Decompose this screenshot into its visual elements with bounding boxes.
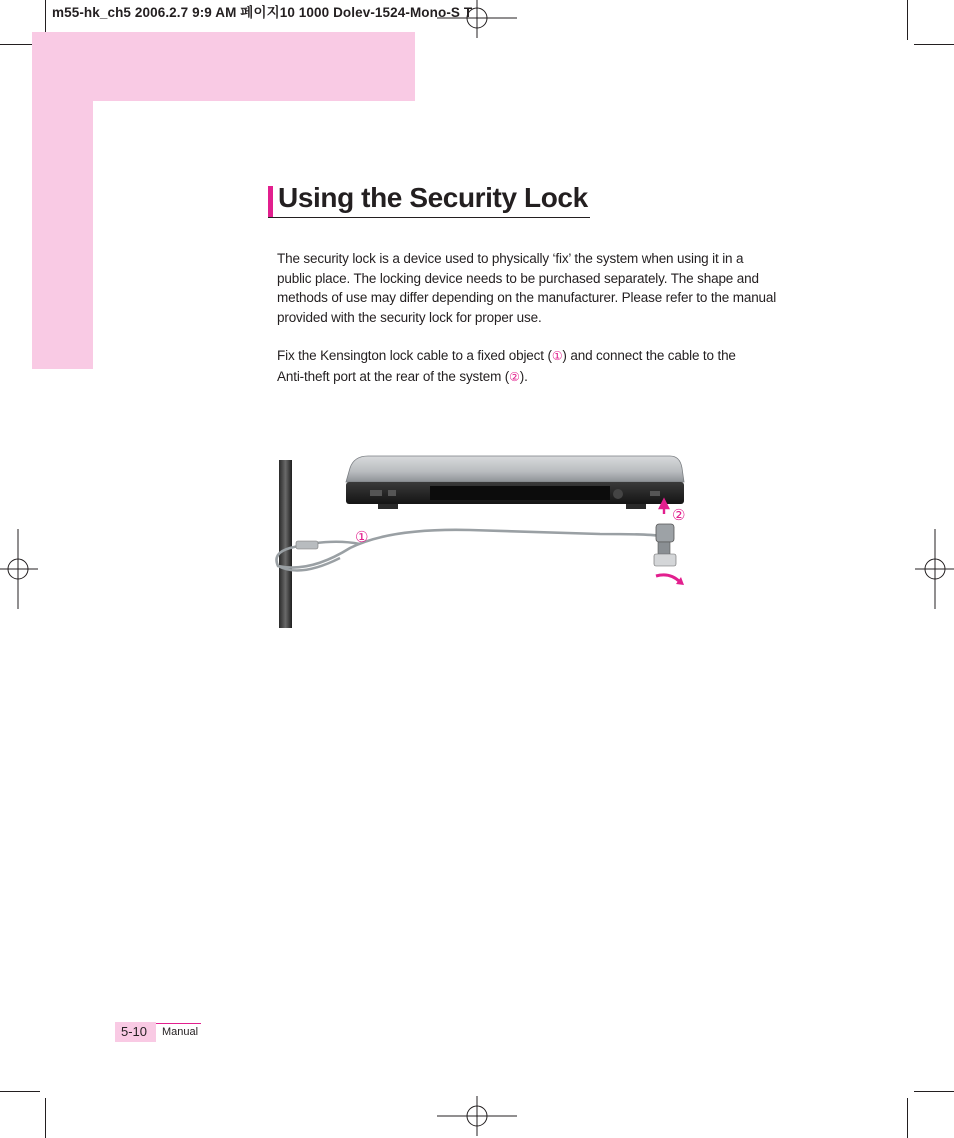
instruction-line-2: Anti-theft port at the rear of the system (②). bbox=[277, 368, 528, 384]
instruction-paragraph bbox=[277, 346, 797, 387]
page-title: Using the Security Lock bbox=[278, 182, 588, 213]
marker-two: ② bbox=[509, 369, 520, 384]
page-number: 5-10 bbox=[121, 1024, 148, 1039]
figure-marker-one: ① bbox=[355, 528, 369, 546]
intro-line: The security lock is a device used to physically ‘fix’ the system when using it in a bbox=[277, 251, 744, 266]
figure-marker-two: ② bbox=[672, 506, 686, 524]
pink-side-block bbox=[32, 101, 93, 369]
intro-line: methods of use may differ depending on the manufacturer. Please refer to the manual bbox=[277, 290, 777, 306]
footer-label: Manual bbox=[162, 1026, 199, 1038]
print-header: m55-hk_ch5 2006.2.7 9:9 AM 페이지10 1000 Dolev-1524-Mono-S T bbox=[52, 5, 473, 20]
footer-rule bbox=[156, 1023, 201, 1024]
laptop-lid bbox=[346, 456, 684, 482]
lock-head bbox=[656, 524, 674, 542]
fixed-pole bbox=[279, 460, 292, 628]
marker-one: ① bbox=[551, 349, 563, 363]
pink-corner-block bbox=[32, 32, 415, 101]
intro-paragraph bbox=[277, 249, 797, 327]
title-accent-bar bbox=[268, 186, 273, 218]
intro-line: public place. The locking device needs to be purchased separately. The shape and bbox=[277, 270, 759, 286]
instruction-line-1: Fix the Kensington lock cable to a fixed object (①) and connect the cable to the bbox=[277, 348, 736, 363]
intro-line: provided with the security lock for proper use. bbox=[277, 309, 542, 325]
rotate-arrow-icon bbox=[656, 575, 680, 582]
title-underline bbox=[268, 217, 590, 218]
security-lock-illustration bbox=[270, 448, 710, 628]
